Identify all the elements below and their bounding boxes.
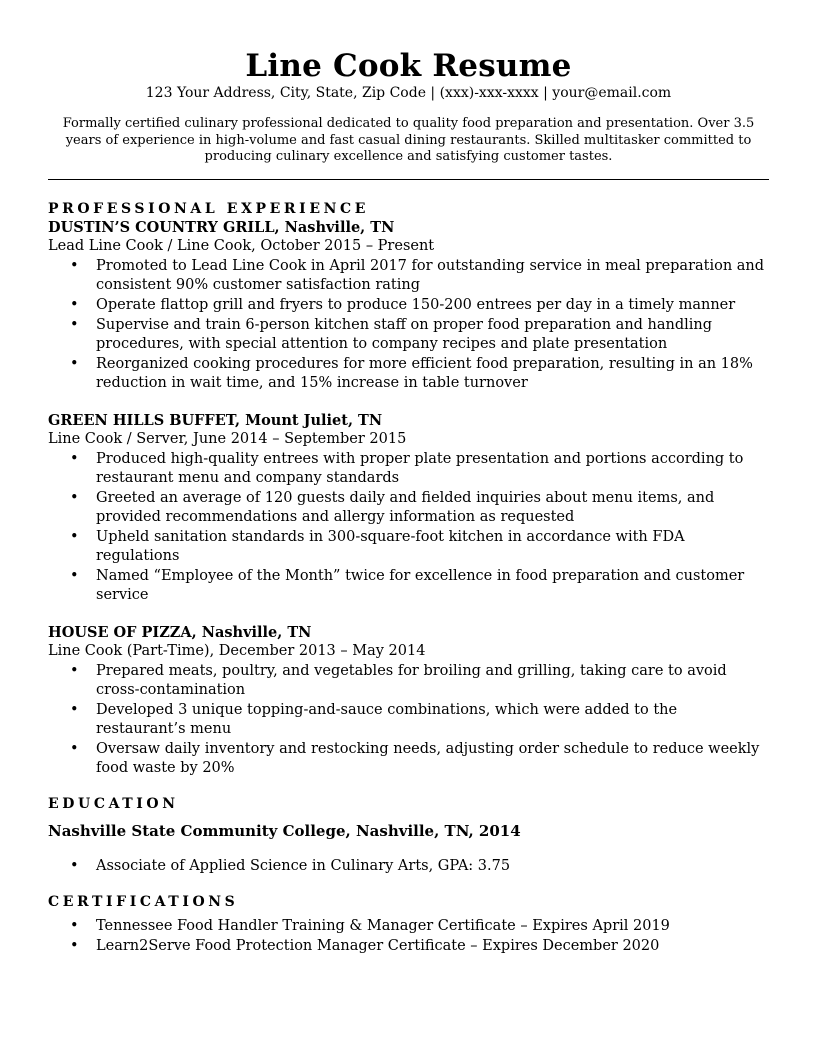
job-entry xyxy=(48,218,769,393)
job-employer: GREEN HILLS BUFFET, Mount Juliet, TN xyxy=(48,411,383,429)
job-bullet-list xyxy=(48,257,769,393)
job-entry xyxy=(48,411,769,605)
list-item: • Tennessee Food Handler Training & Manager Certificate – Expires April 2019 xyxy=(48,917,769,936)
list-item: • Supervise and train 6-person kitchen staff on proper food preparation and handling procedures, with special attention to company recipes and plate presentation xyxy=(48,316,769,354)
job-employer: HOUSE OF PIZZA, Nashville, TN xyxy=(48,623,312,641)
list-item: • Upheld sanitation standards in 300-square-foot kitchen in accordance with FDA regulations xyxy=(48,528,769,566)
list-item: • Associate of Applied Science in Culinary Arts, GPA: 3.75 xyxy=(48,857,769,876)
list-item: • Prepared meats, poultry, and vegetables for broiling and grilling, taking care to avoid cross-contamination xyxy=(48,662,769,700)
job-bullet-list xyxy=(48,662,769,778)
job-role: Lead Line Cook / Line Cook, October 2015 – Present xyxy=(48,237,435,254)
list-item: • Operate flattop grill and fryers to produce 150-200 entrees per day in a timely manner xyxy=(48,296,769,315)
list-item: • Learn2Serve Food Protection Manager Certificate – Expires December 2020 xyxy=(48,937,769,956)
resume-title: Line Cook Resume xyxy=(245,48,572,84)
list-item: • Reorganized cooking procedures for more efficient food preparation, resulting in an 18% reduction in wait time, and 15% increase in table turnover xyxy=(48,355,769,393)
header-divider xyxy=(48,179,769,180)
list-item: • Greeted an average of 120 guests daily and fielded inquiries about menu items, and provided recommendations and allergy information as requested xyxy=(48,489,769,527)
contact-line: 123 Your Address, City, State, Zip Code | (xxx)-xxx-xxxx | your@email.com xyxy=(145,85,672,101)
job-role: Line Cook (Part-Time), December 2013 – May 2014 xyxy=(48,642,426,659)
job-employer: DUSTIN’S COUNTRY GRILL, Nashville, TN xyxy=(48,218,395,236)
list-item: • Produced high-quality entrees with proper plate presentation and portions according to restaurant menu and company standards xyxy=(48,450,769,488)
job-bullet-list xyxy=(48,450,769,605)
list-item: • Developed 3 unique topping-and-sauce combinations, which were added to the restaurant’s menu xyxy=(48,701,769,739)
section-title-experience: PROFESSIONAL EXPERIENCE xyxy=(48,200,369,217)
job-entry xyxy=(48,623,769,778)
education-bullet-list xyxy=(48,857,769,876)
list-item: • Named “Employee of the Month” twice for excellence in food preparation and customer service xyxy=(48,567,769,605)
list-item: • Promoted to Lead Line Cook in April 2017 for outstanding service in meal preparation and consistent 90% customer satisfaction rating xyxy=(48,257,769,295)
list-item: • Oversaw daily inventory and restocking needs, adjusting order schedule to reduce weekly food waste by 20% xyxy=(48,740,769,778)
section-title-certifications: CERTIFICATIONS xyxy=(48,893,239,910)
job-role: Line Cook / Server, June 2014 – September 2015 xyxy=(48,430,407,447)
school-name: Nashville State Community College, Nashville, TN, 2014 xyxy=(48,821,521,840)
summary-paragraph: Formally certified culinary professional dedicated to quality food preparation and presentation. Over 3.5 years of experience in high-volume and fast casual dining restaurants. Skilled multitasker committed to producing culinary excellence and satisfying customer tastes. xyxy=(62,116,755,164)
section-title-education: EDUCATION xyxy=(48,795,179,812)
certification-bullet-list xyxy=(48,917,769,956)
